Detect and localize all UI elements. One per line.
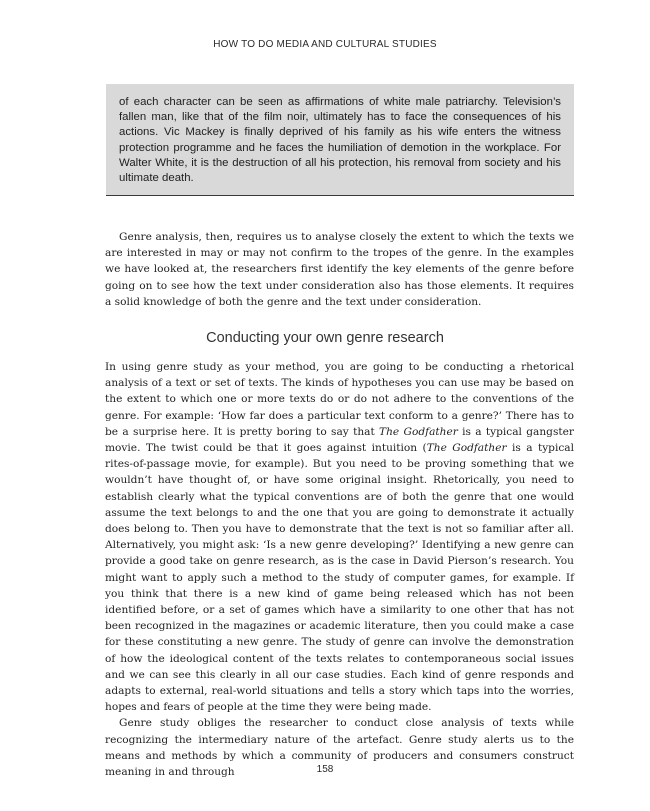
- film-title-godfather: The Godfather: [379, 425, 458, 438]
- section-heading: Conducting your own genre research: [206, 330, 444, 346]
- box-paragraph: of each character can be seen as affirmations of white male patriarchy. Television’s fallen man, like that of the film noir, ultimately has to face the consequences of his actions. Vic Mackey is finally deprived of his family as his wife enters the witness protection programme and he faces the humiliation of demotion in the workplace. For Walter White, it is the destruction of all his protection, his removal from society and his ultimate death.: [119, 96, 561, 185]
- page-number: 158: [316, 764, 334, 775]
- paragraph-using-genre-study: [105, 359, 574, 715]
- paragraph-text-b: is a typical gangster movie. The twist could be that it goes against intuition (: [105, 425, 574, 455]
- body-section-intro: [105, 229, 574, 310]
- case-study-box: [106, 84, 574, 196]
- paragraph-genre-analysis: Genre analysis, then, requires us to analyse closely the extent to which the texts we are interested in may or may not confirm to the tropes of the genre. In the examples we have looked at, the researchers first identify the key elements of the genre before going on to see how the text under consideration also has those elements. It requires a solid knowledge of both the genre and the text under consideration.: [105, 231, 574, 308]
- paragraph-text-a: In using genre study as your method, you are going to be conducting a rhetorical analysis of a text or set of texts. The kinds of hypotheses you can use may be based on the extent to which one or more texts do or do not adhere to the conventions of the genre. For example: ‘How far does a particular text conform to a genre?’ There has to be a surprise here. It is pretty boring to say that: [105, 361, 574, 438]
- body-section-research: [105, 359, 574, 780]
- film-title-godfather-2: The Godfather: [426, 442, 507, 455]
- running-head: HOW TO DO MEDIA AND CULTURAL STUDIES: [213, 39, 437, 50]
- paragraph-genre-study-obliges: Genre study obliges the researcher to conduct close analysis of texts while recognizing the intermediary nature of the artefact. Genre study alerts us to the means and methods by which a community of producers and consumers construct meaning in and through: [105, 717, 574, 779]
- paragraph-text-c: is a typical rites-of-passage movie, for example). But you need to be proving something that we wouldn’t have thought of, or have some original insight. Rhetorically, you need to establish clearly what the typical conventions are of both the genre that one would assume the text belongs to and the one that you are going to demonstrate it actually does belong to. Then you have to demonstrate that the text is not so familiar after all. Alternatively, you might ask: ‘Is a new genre developing?’ Identifying a new genre can provide a good take on genre research, as is the case in David Pierson’s research. You might want to apply such a method to the study of computer games, for example. If you think that there is a new kind of game being released which has not been identified before, or a set of games which have a similarity to one other that has not been recognized in the magazines or academic literature, then you could make a case for these constituting a new genre. The study of genre can involve the demonstration of how the ideological content of the texts relates to contemporaneous social issues and we can see this clearly in all our case studies. Each kind of genre responds and adapts to external, real-world situations and tells a story which taps into the worries, hopes and fears of people at the time they were being made.: [105, 442, 574, 714]
